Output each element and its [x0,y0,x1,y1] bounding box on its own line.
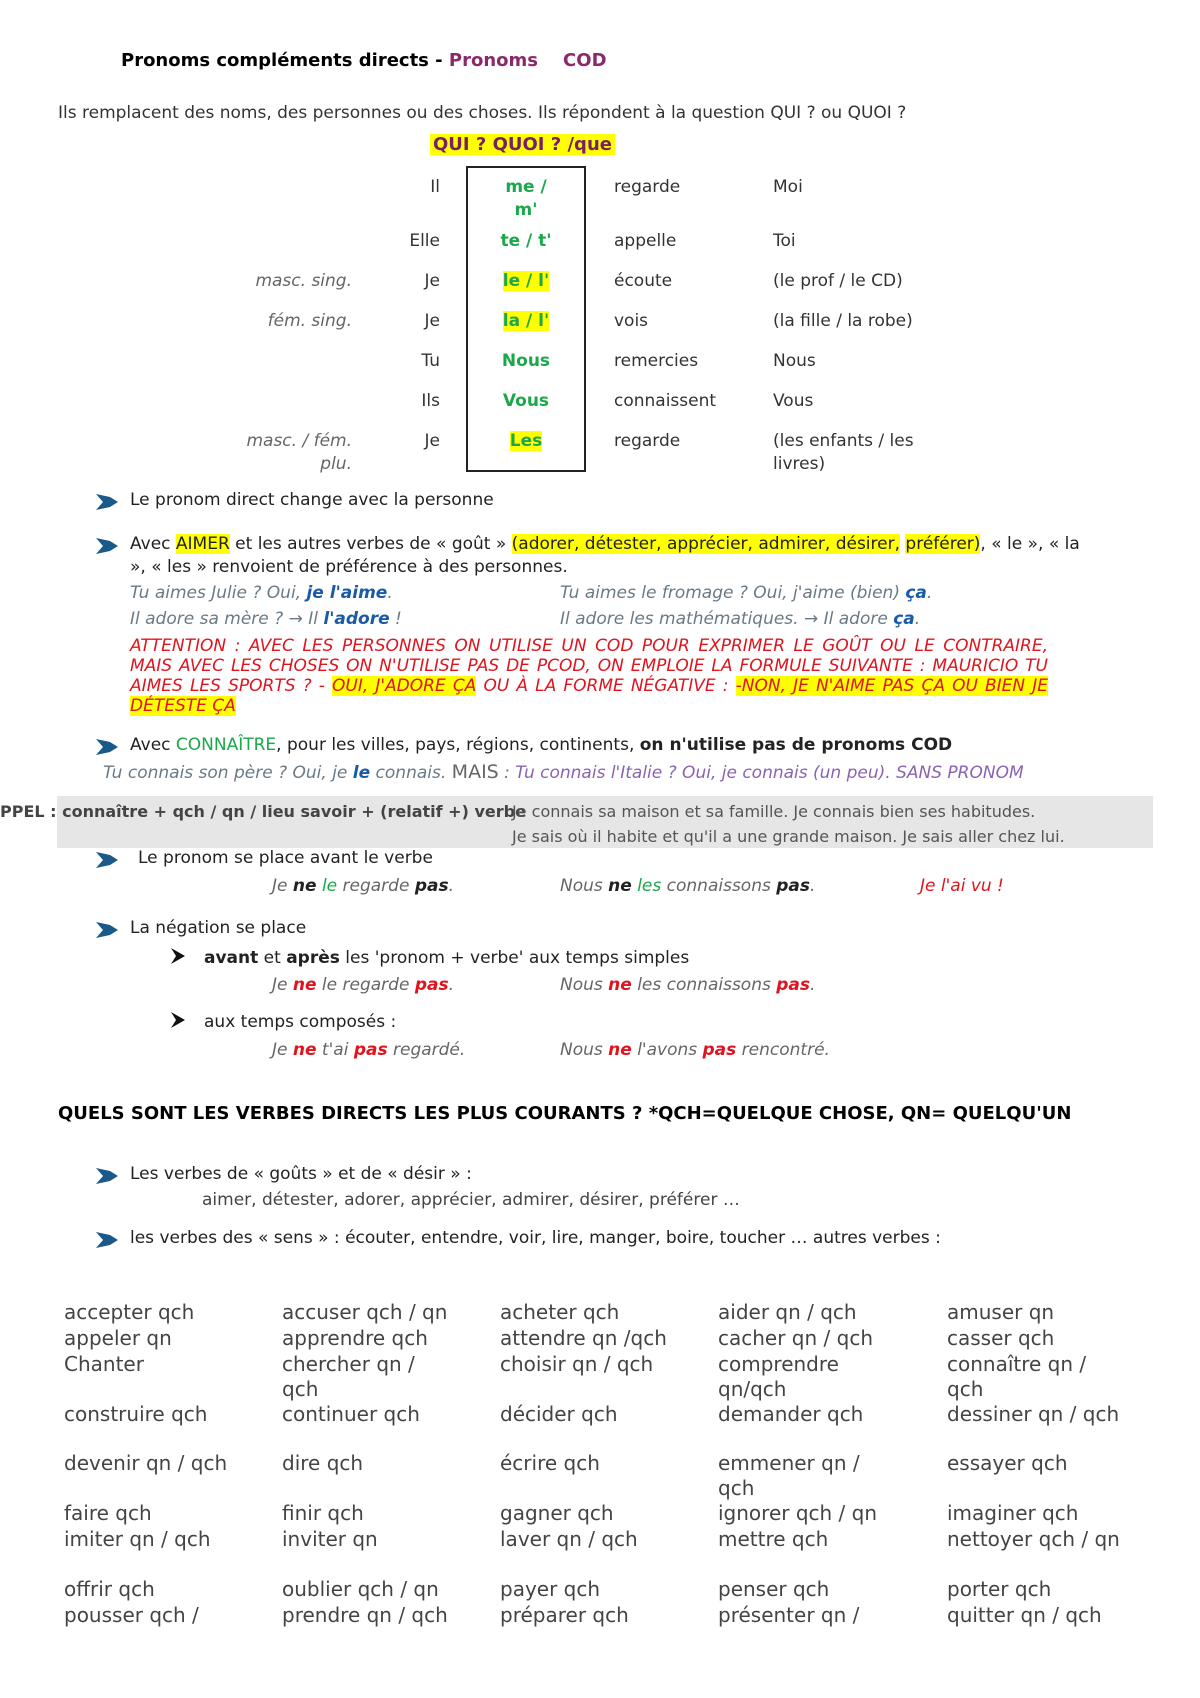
bullet-pronoun-change: Le pronom direct change avec la personne [130,490,494,510]
row-subject: Je [424,271,440,291]
ex-text: . [810,975,816,995]
ex-text: Tu aimes le fromage ? Oui, j'aime (bien) [560,583,906,603]
question-header: QUI ? QUOI ? /que [430,134,615,155]
ex-text: . [387,583,393,603]
ex-text: t'ai [316,1040,354,1060]
ex-ne: ne [292,1040,317,1060]
aimer-highlight: AIMER [175,534,230,554]
verb-item: attendre qn /qch [500,1326,667,1350]
intro-text: Ils remplacent des noms, des personnes ou des choses. Ils répondent à la question QUI ? ou QUOI ? [58,103,907,123]
verb-item: construire qch [64,1402,208,1426]
ex-pas: pas [353,1040,388,1060]
row-object: (la fille / la robe) [773,311,913,331]
verb-item: nettoyer qch / qn [947,1527,1120,1551]
ex-pas: pas [776,975,810,995]
verb-item: Chanter [64,1352,144,1376]
ex-text: . [448,876,455,896]
ex-pas: pas [702,1040,737,1060]
ex-text: Nous [560,876,609,896]
ex-text: : [498,763,516,783]
bullet-connaitre [130,735,952,755]
bullet-negation: La négation se place [130,918,307,938]
verb-item: dire qch [282,1451,364,1475]
title-black: Pronoms compléments directs - [121,50,449,71]
row-pronoun [466,176,586,222]
verb-item: chercher qn / qch [282,1352,415,1401]
pronoun-value: Vous [502,391,550,411]
row-subject: Tu [421,351,440,371]
ex-text: . [914,609,921,629]
row-subject: Je [424,311,440,331]
rappel-label: PPEL : connaître + qch / qn / lieu savoir + (relatif +) verbe [0,802,526,821]
ex-text: regarde [337,876,415,896]
verb-item: faire qch [64,1501,152,1525]
sub-text: et [258,948,287,968]
sub-text: les 'pronom + verbe' aux temps simples [339,948,690,968]
row-object: Toi [773,231,796,251]
ex-ne: ne [292,975,317,995]
example-compose-1 [272,1040,465,1060]
aimer-list-highlight: (adorer, détester, apprécier, admirer, désirer, [511,534,900,554]
ex-text: regardé. [387,1040,466,1060]
verb-item: comprendre qn/qch [718,1352,839,1401]
aimer-text-1: Avec [130,534,176,554]
ex-text: Tu connais son père ? Oui, je [103,763,353,783]
row-verb: appelle [614,231,677,251]
warning-text: ATTENTION : AVEC LES PERSONNES ON UTILISE UN COD POUR EXPRIMER LE GOÛT OU LE CONTRAIRE, MAIS AVEC LES CHOSES ON N'UTILISE PAS DE PCOD, ON EMPLOIE LA FORMULE SUIVANTE : MAURICIO TU AIMES LES SPORTS ? - [130,636,1048,696]
ex-text: Tu aimes Julie ? Oui, [130,583,307,603]
ex-pronoun: je l'aime [306,583,388,603]
ex-text: Il adore sa mère ? → Il [130,609,324,629]
connaitre-text: , pour les villes, pays, régions, continents, [276,735,640,755]
ex-text: l'avons [631,1040,703,1060]
verb-item: porter qch [947,1577,1052,1601]
connaitre-text: Avec [130,735,176,755]
pronoun-value: te / t' [500,231,552,251]
verb-item: devenir qn / qch [64,1451,228,1475]
row-pronoun [466,230,586,253]
verb-item: appeler qn [64,1326,172,1350]
row-subject: Je [424,431,440,451]
row-subject: Elle [409,231,440,251]
section-title: QUELS SONT LES VERBES DIRECTS LES PLUS COURANTS ? *QCH=QUELQUE CHOSE, QN= QUELQU'UN [58,1103,1072,1124]
verb-item: décider qch [500,1402,618,1426]
ex-text: Nous [560,1040,609,1060]
verb-item: oublier qch / qn [282,1577,439,1601]
ex-pronoun: les [637,876,662,896]
verb-item: ignorer qch / qn [718,1501,878,1525]
verb-item: préparer qch [500,1603,629,1627]
chevron-right-icon [168,1010,188,1030]
chevron-right-icon [168,946,188,966]
verb-item: mettre qch [718,1527,829,1551]
ex-text: rencontré. [736,1040,830,1060]
warning-highlight: OUI, J'ADORE ÇA [332,676,477,696]
pronoun-value: me / m' [505,177,547,220]
row-object: (le prof / le CD) [773,271,903,291]
arrow-bullet-icon [96,852,120,868]
ex-text: Je [272,1040,293,1060]
ex-text: Je [272,876,293,896]
verb-item: connaître qn / qch [947,1352,1087,1401]
row-verb: connaissent [614,391,717,411]
arrow-bullet-icon [96,739,120,755]
title-purple: Pronoms COD [448,50,607,71]
ex-pronoun: ça [905,583,927,603]
ex-pas: pas [414,876,449,896]
aimer-list-highlight-2: préférer) [905,534,981,554]
verb-item: inviter qn [282,1527,378,1551]
ex-ne: ne [608,876,632,896]
pronoun-value: le / l' [502,271,550,291]
ex-pronoun: le [352,763,371,783]
bullet-aimer [130,534,1080,554]
row-verb: regarde [614,431,681,451]
verb-item: continuer qch [282,1402,420,1426]
verb-item: offrir qch [64,1577,155,1601]
sub-bold: avant [204,948,259,968]
verb-item: choisir qn / qch [500,1352,654,1376]
verb-item: pousser qch / [64,1603,199,1627]
ex-text: . [448,975,454,995]
ex-ne: ne [608,975,632,995]
arrow-bullet-icon [96,1232,120,1248]
rappel-line2: Je sais où il habite et qu'il a une grande maison. Je sais aller chez lui. [512,827,1065,846]
verb-item: quitter qn / qch [947,1603,1102,1627]
verb-item: emmener qn / qch [718,1451,860,1500]
row-verb: regarde [614,177,681,197]
arrow-bullet-icon [96,1168,120,1184]
ex-ne: ne [608,1040,632,1060]
row-object: Moi [773,177,803,197]
ex-text: connais. [370,763,452,783]
example-fromage [560,583,932,603]
pronoun-value: Nous [501,351,551,371]
attention-warning [130,636,1048,716]
bullet-sens: les verbes des « sens » : écouter, entendre, voir, lire, manger, boire, toucher … autres verbes : [130,1228,941,1248]
verb-item: casser qch [947,1326,1055,1350]
ex-ne: ne [292,876,317,896]
bullet-pronoun-place: Le pronom se place avant le verbe [138,848,433,868]
row-tag: fém. sing. [267,311,352,331]
ex-text: les connaissons [631,975,777,995]
row-pronoun [466,350,586,373]
example-je-lai-vu: Je l'ai vu ! [920,876,1004,896]
aimer-text-2: et les autres verbes de « goût » [229,534,512,554]
row-tag: masc. sing. [255,271,352,291]
ex-text: connaissons [661,876,777,896]
ex-pronoun: le [321,876,338,896]
page-title [121,50,607,71]
pronoun-value: Les [509,431,543,451]
verb-item: aider qn / qch [718,1300,857,1324]
arrow-bullet-icon [96,538,120,554]
verb-item: gagner qch [500,1501,614,1525]
ex-pronoun: l'adore [323,609,390,629]
connaitre-bold: on n'utilise pas de pronoms COD [639,735,953,755]
connaitre-word: CONNAÎTRE [175,735,277,755]
verb-item: penser qch [718,1577,830,1601]
row-tag: masc. / fém. plu. [246,431,352,474]
verb-item: finir qch [282,1501,364,1525]
example-maths [560,609,920,629]
bullet-aimer-line2: », « les » renvoient de préférence à des personnes. [130,557,568,577]
verb-item: cacher qn / qch [718,1326,873,1350]
row-subject: Ils [421,391,440,411]
sans-pronom-example: Tu connais l'Italie ? Oui, je connais (un peu). SANS PRONOM [515,763,1024,783]
arrow-bullet-icon [96,922,120,938]
ex-text: . [926,583,933,603]
example-julie [130,583,393,603]
verb-item: accuser qch / qn [282,1300,448,1324]
row-pronoun [466,310,586,333]
verb-item: acheter qch [500,1300,620,1324]
verb-item: payer qch [500,1577,601,1601]
mais-word: MAIS [451,761,499,783]
bullet-gouts: Les verbes de « goûts » et de « désir » : [130,1164,472,1184]
ex-text: Il adore les mathématiques. → Il adore [560,609,894,629]
verb-item: présenter qn / [718,1603,860,1627]
sub-temps-composes: aux temps composés : [204,1012,397,1032]
ex-pas: pas [414,975,449,995]
verb-item: imaginer qch [947,1501,1079,1525]
ex-text: . [810,876,816,896]
verb-item: apprendre qch [282,1326,428,1350]
row-object: Nous [773,351,816,371]
arrow-bullet-icon [96,494,120,510]
row-verb: vois [614,311,649,331]
aimer-text-3: , « le », « la [980,534,1080,554]
row-object: (les enfants / les livres) [773,431,914,474]
verb-item: essayer qch [947,1451,1068,1475]
example-ne-les-connaissons [560,876,815,896]
gouts-list: aimer, détester, adorer, apprécier, admirer, désirer, préférer … [202,1190,740,1210]
sub-temps-simples [204,948,689,968]
example-simple-1 [272,975,454,995]
row-pronoun [466,430,586,453]
row-verb: remercies [614,351,699,371]
row-pronoun [466,270,586,293]
verb-item: amuser qn [947,1300,1055,1324]
rappel-line1: Je connais sa maison et sa famille. Je connais bien ses habitudes. [512,802,1036,821]
row-verb: écoute [614,271,673,291]
row-object: Vous [773,391,814,411]
sub-bold: après [286,948,340,968]
ex-text: le regarde [316,975,415,995]
verb-item: imiter qn / qch [64,1527,211,1551]
warning-text: OU À LA FORME NÉGATIVE : [476,676,736,696]
example-simple-2 [560,975,815,995]
example-compose-2 [560,1040,830,1060]
verb-item: laver qn / qch [500,1527,638,1551]
ex-text: Je [272,975,293,995]
example-mere [130,609,402,629]
ex-pas: pas [776,876,811,896]
verb-item: accepter qch [64,1300,195,1324]
row-pronoun [466,390,586,413]
verb-item: demander qch [718,1402,864,1426]
ex-text: ! [389,609,402,629]
ex-text: Nous [560,975,609,995]
verb-item: prendre qn / qch [282,1603,448,1627]
ex-pronoun: ça [893,609,915,629]
example-connaitre [103,761,1024,783]
verb-item: écrire qch [500,1451,600,1475]
example-ne-le-regarde [272,876,454,896]
row-subject: Il [430,177,440,197]
pronoun-value: la / l' [502,311,550,331]
warning-highlight: -NON, JE N'AIME PAS ÇA OU BIEN JE DÉTESTE ÇA [130,676,1049,716]
verb-item: dessiner qn / qch [947,1402,1120,1426]
